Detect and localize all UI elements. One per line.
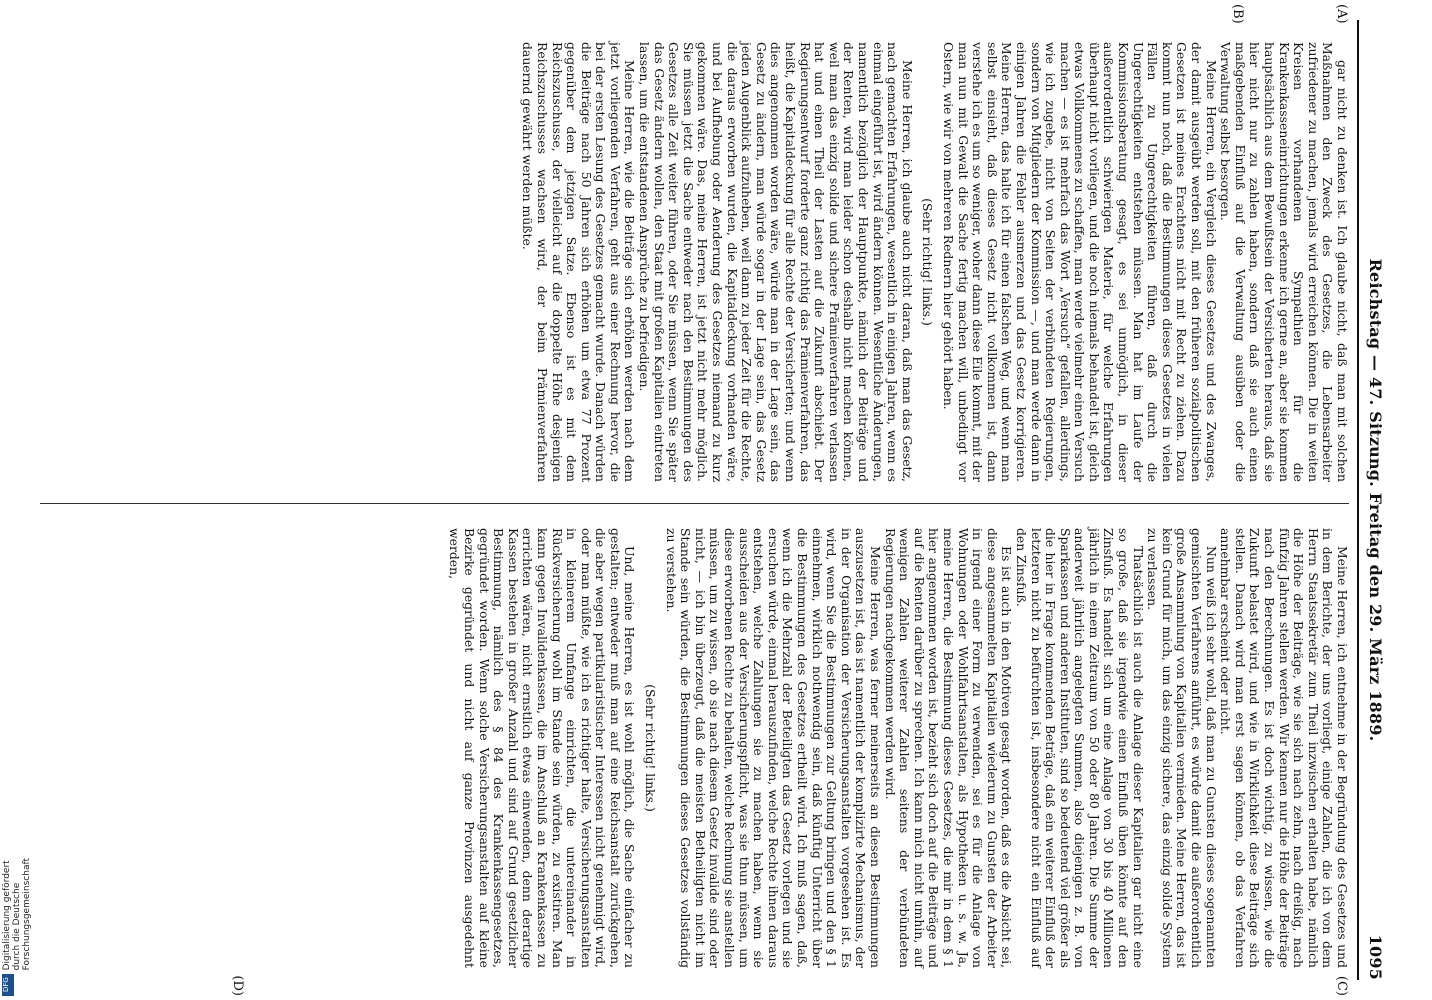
page-number: 1095 bbox=[1366, 934, 1385, 980]
interjection: (Sehr richtig! links.) bbox=[643, 684, 659, 812]
column-separator bbox=[40, 503, 1349, 504]
margin-marker-c: (C) bbox=[1334, 975, 1349, 996]
paragraph: Es ist auch in den Motiven gesagt worden, daß es die Absicht sei, diese angesammelten Kapitalien wiederum zu Gunsten der Arbeiter in irgend einer Form zu verwenden, sei es für die Anlage von Wohnungen oder Wohlfahrtsanstalten, als Hypotheken u. s. w. Ja, meine Herren, die Bestimmung dieses Gesetzes, die mir in dem § 1 hier angenommen worden ist, bezieht sich doch auf die Beiträge und auf die Renten darüber zu sprechen. Ich kann mich nicht umhin, auf wenigen Zahlen weiterer Zahlen seitens der verbündeten Regierungen nachgekommen werden wird. bbox=[882, 528, 1015, 968]
page-title: Reichstag — 47. Sitzung. Freitag den 29. März 1889. bbox=[1366, 258, 1385, 742]
paragraph: Meine Herren, wie die Beiträge sich erhöhen werden nach dem jetzt vorliegenden Verfahren, geht aus einer Rechnung hervor, die bei der ersten Lesung des Gesetzes gemacht wurde. Danach würden die Beiträge nach 50 Jahren sich erhöhen um etwa 77 Prozent gegenüber dem jetzigen Satze. Ebenso ist es mit dem Reichszuschusse, der vielleicht auf die doppelte Höhe desjenigen Reichszuschusses wachsen wird, der beim Prämienverfahren dauernd gewährt werden müßte. bbox=[520, 42, 638, 482]
right-column bbox=[447, 528, 1349, 968]
paragraph: Meine Herren, was ferner meinerseits an diesen Bestimmungen auszusetzen ist, das ist namentlich der komplizirte Mechanismus, der in der Organisation der Versicherungsanstalten vorgesehen ist. Es wird, wenn Sie die Bestimmungen zur Geltung bringen und den § 1 einnehmen, wirklich nothwendig sein, daß künftig Unterricht über die Bestimmungen des Gesetzes ertheilt wird. Ich muß sagen, daß, wenn ich die Mehrzahl der Beteiligten das Gesetz vorlegen und sie ersuchen würde, einmal herauszufinden, welche Rechte ihnen daraus entstehen, welche Zahlungen sie zu machen haben, wenn sie ausscheiden aus der Versicherungspflicht, was sie thun müssen, um diese erworbenen Rechte zu behalten, welche Rechnung sie anstellen müssen, um zu wissen, ob sie nach diesem Gesetz invalide sind oder nicht, — ich bin überzeugt, daß die meisten Betheiligten nicht im Stande sein würden, die Bestimmungen dieses Gesetzes vollständig zu verstehen. bbox=[663, 528, 883, 968]
left-column bbox=[520, 42, 1349, 482]
paragraph: gar nicht zu denken ist. Ich glaube nicht, daß man mit solchen Maßnahmen den Zweck des Gesetzes, die Lebensarbeiter zufriedener zu machen, jemals wird erreichen können. Die in weiten Kreisen vorhandenen Sympathien für die Krankenkasseneinrichtungen erkenne ich gerne an, aber sie kommen hauptsächlich aus dem Bewußtsein der Versicherten heraus, daß sie hier nicht nur zu zahlen haben, sondern daß sie auch einen maßgebenden Einfluß auf die Verwaltung ausüben oder die Verwaltung selbst besorgen. bbox=[1218, 42, 1350, 482]
dfg-logo: DFG bbox=[2, 974, 14, 996]
paragraph: Nun weiß ich sehr wohl, daß man zu Gunsten dieses sogenannten gemischten Verfahrens anführt, es würde damit die außerordentlich große Ansammlung von Kapitalien vermieden. Meine Herren, das ist kein Grund für mich, um das einzig sichere, das einzig solide System zu verlassen. bbox=[1145, 528, 1219, 968]
interjection: (Sehr richtig! links.) bbox=[920, 198, 936, 326]
page-header bbox=[1361, 20, 1387, 980]
paragraph: Und, meine Herren, es ist wohl möglich, die Sache einfacher zu gestalten; entweder muß man auf eine Reichsanstalt zurückgehen, die aber wegen partikularistischer Interessen nicht genehmigt wird, oder man müßte, wie ich es richtiger halte, Versicherungsanstalten in kleinerem Umfange einrichten, die untereinander in Rückversicherung wohl im Stande sein würden, zu existiren. Man kann gegen Invalidenkassen, die im Anschluß an Krankenkassen zu errichten wären, nicht ernstlich etwas einwenden, denn derartige Kassen bestehen in großer Anzahl und sind auf Grund gesetzlicher Bestimmung, nämlich des § 84 des Krankenkassengesetzes, gegründet worden. Wenn solche Versicherungsanstalten auf kleine Bezirke gegründet und nicht auf ganze Provinzen ausgedehnt werden, bbox=[447, 528, 638, 968]
margin-marker-b: (B) bbox=[1230, 4, 1245, 24]
credit-text: Digitalisierung gefördert durch die Deutsche Forschungsgemeinschaft bbox=[2, 857, 32, 970]
header-rule bbox=[1357, 20, 1359, 980]
paragraph: Meine Herren, ich glaube auch nicht daran, daß man das Gesetz, nach gemachten Erfahrungen, wesentlich in einigen Jahren, wenn es einmal eingeführt ist, wird ändern können. Wesentliche Änderungen, namentlich bezüglich der Hauptpunkte, nämlich der Beiträge und der Renten, wird man leider schon deshalb nicht machen können, weil man das einzig solide und sichere Prämienverfahren verlassen hat und einen Theil der Lasten auf die Zukunft abschiebt. Der Regierungsentwurf forderte ganz richtig das Prämienverfahren, das heißt, die Kapitaldeckung für alle Rechte der Versicherten; und wenn dies angenommen worden wäre, würde man in der Lage sein, das Gesetz zu ändern, man würde sogar in der Lage sein, das Gesetz jeden Augenblick aufzuheben, weil dann zu jeder Zeit für die Rechte, die daraus erworben wurden, die Kapitaldeckung vorhanden wäre, und bei Aufhebung oder Aenderung des Gesetzes niemand zu kurz gekommen wäre. Das, meine Herren, ist jetzt nicht mehr möglich. Sie müssen jetzt die Sache entweder nach den Bestimmungen des Gesetzes alle Zeit weiter führen, oder Sie müssen, wenn Sie später das Gesetz ändern wollen, den Staat mit großen Kapitalien eintreten lassen, um die entstandenen Ansprüche zu befriedigen. bbox=[637, 42, 915, 482]
paragraph: Thatsächlich ist auch die Anlage dieser Kapitalien gar nicht eine so große, daß sie irgendwie einen Einfluß üben könnte auf den Zinsfuß. Es handelt sich um eine Anlage von 30 bis 40 Millionen jährlich in einem Zeitraum von 50 oder 80 Jahren. Die Summe der anderweit jährlich angelegten Summen, also diejenigen z. B. von Sparkassen und anderen Instituten, sind so bedeutend viel größer als die hier in Frage kommenden Beträge, daß ein weiterer Einfluß der letzteren nicht zu befürchten ist, insbesondere nicht ein Einfluß auf den Zinsfuß. bbox=[1013, 528, 1146, 968]
margin-marker-d: (D) bbox=[230, 975, 245, 996]
margin-marker-a: (A) bbox=[1334, 4, 1349, 24]
paragraph: Meine Herren, ein Vergleich dieses Gesetzes und des Zwanges, der damit ausgeübt werden soll, mit den früheren sozialpolitischen Gesetzen ist meines Erachtens nicht mit Recht zu ziehen. Dazu kommt nun noch, daß die Bestimmungen dieses Gesetzes in vielen Fällen zu Ungerechtigkeiten führen, daß durch die Ungerechtigkeiten entstehen müssen. Man hat im Laufe der Kommissionsberatung gesagt, es sei unmöglich, in dieser außerordentlich schwierigen Materie, für welche Erfahrungen überhaupt nicht vorliegen, und die noch niemals behandelt ist, gleich etwas Vollkommenes zu schaffen, man werde vielmehr einen Versuch machen — es ist mehrfach das Wort „Versuch“ gefallen, allerdings, wie ich zugebe, nicht von Seiten der verbündeten Regierungen, sondern von Mitgliedern der Kommission —, und man werde dann in einigen Jahren die Fehler ausmerzen und das Gesetz korrigieren. Meine Herren, das halte ich für einen falschen Weg, und wenn man selbst einsieht, daß dieses Gesetz nicht vollkommen ist, dann verstehe ich es um so weniger, woher dann diese Eile kommt, mit der man nun mit Gewalt die Sache fertig machen will, unbedingt vor Ostern, wie wir von mehreren Rednern hier gehört haben. bbox=[940, 42, 1219, 482]
paragraph: Meine Herren, ich entnehme in der Begründung des Gesetzes und in dem Berichte, der uns vorliegt, einige Zahlen, die ich von dem Herrn Staatssekretär zum Theil inzwischen erhalten habe, nämlich die Höhe der Beiträge, wie sie sich nach zehn, nach dreißig, nach fünfzig Jahren stellen werden. Wir kennen nur die Höhe der Beiträge nach den Berechnungen. Es ist doch wichtig, zu wissen, wie die Zukunft belastet wird, und wie in Wirklichkeit diese Beiträge sich stellen. Danach wird man erst sagen können, ob das Verfahren annehmbar erscheint oder nicht. bbox=[1218, 528, 1350, 968]
